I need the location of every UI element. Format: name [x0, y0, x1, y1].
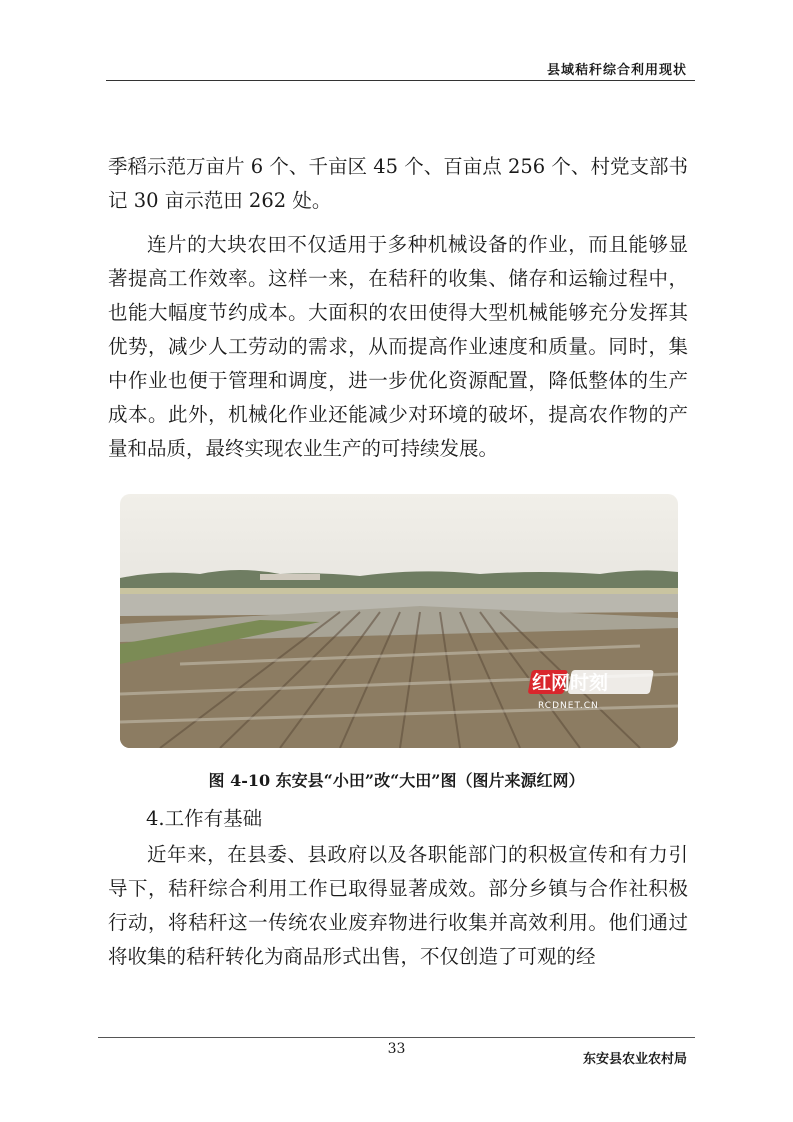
paragraph-3: 近年来，在县委、县政府以及各职能部门的积极宣传和有力引导下，秸秆综合利用工作已取得显著成效。部分乡镇与合作社积极行动，将秸秆这一传统农业废弃物进行收集并高效利用。他们通过将收集的秸秆转化为商品形式出售，不仅创造了可观的经 — [108, 843, 688, 968]
header-divider — [106, 80, 695, 81]
section-heading: 4.工作有基础 — [146, 807, 263, 830]
page-number: 33 — [387, 1041, 406, 1057]
footer-organization: 东安县农业农村局 — [582, 1052, 687, 1067]
figure-caption: 图 4-10 东安县“小田”改“大田”图（图片来源红网） — [208, 771, 585, 790]
paragraph-2: 连片的大块农田不仅适用于多种机械设备的作业，而且能够显著提高工作效率。这样一来，在秸秆的收集、储存和运输过程中，也能大幅度节约成本。大面积的农田使得大型机械能够充分发挥其优势，减少人工劳动的需求，从而提高作业速度和质量。同时，集中作业也便于管理和调度，进一步优化资源配置，降低整体的生产成本。此外，机械化作业还能减少对环境的破坏，提高农作物的产量和品质，最终实现农业生产的可持续发展。 — [108, 233, 688, 460]
rice-field-photo — [120, 494, 678, 748]
footer-divider — [98, 1037, 695, 1038]
paragraph-1: 季稻示范万亩片 6 个、千亩区 45 个、百亩点 256 个、村党支部书记 30 亩示范田 262 处。 — [108, 155, 688, 212]
watermark-sub-text: RCDNET.CN — [538, 701, 599, 711]
watermark-main-text: 红网时刻 — [532, 672, 609, 694]
running-header-title: 县域秸秆综合利用现状 — [546, 63, 687, 78]
